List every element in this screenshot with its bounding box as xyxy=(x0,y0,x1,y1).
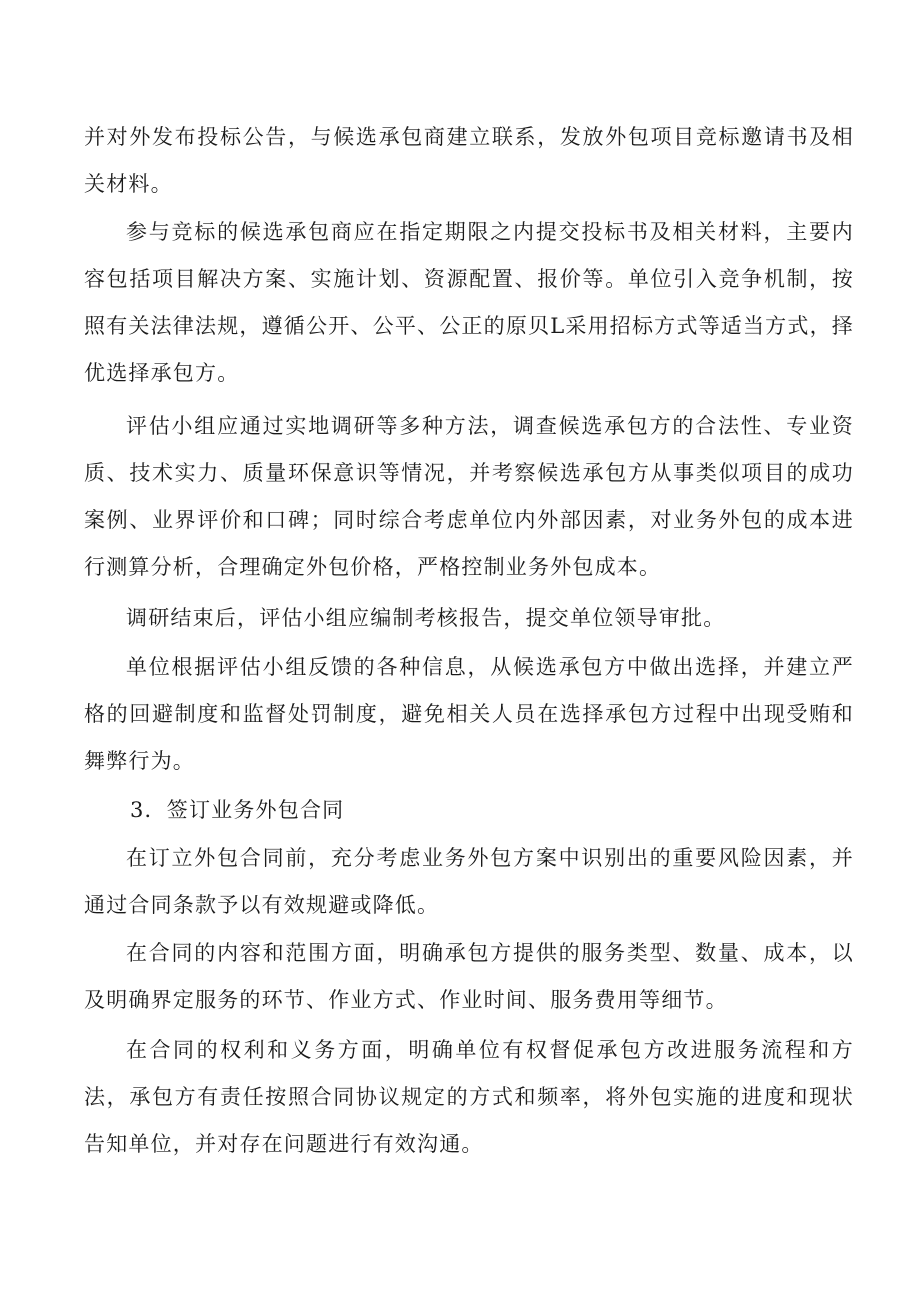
paragraph-bid-submission: 参与竞标的候选承包商应在指定期限之内提交投标书及相关材料，主要内容包括项目解决方案、实施计划、资源配置、报价等。单位引入竞争机制，按照有关法律法规，遵循公开、公平、公正的原贝L采用招标方式等适当方式，择优选择承包方。 xyxy=(84,220,854,385)
section-heading-sign-contract: 3．签订业务外包合同 xyxy=(130,798,345,822)
paragraph-continuation: 并对外发布投标公告，与候选承包商建立联系，发放外包项目竞标邀请书及相关材料。 xyxy=(84,125,854,196)
paragraph-selection: 单位根据评估小组反馈的各种信息，从候选承包方中做出选择，并建立严格的回避制度和监督处罚制度，避免相关人员在选择承包方过程中出现受贿和舞弊行为。 xyxy=(84,655,854,773)
paragraph-contract-scope: 在合同的内容和范围方面，明确承包方提供的服务类型、数量、成本，以及明确界定服务的环节、作业方式、作业时间、服务费用等细节。 xyxy=(84,941,854,1012)
paragraph-contract-risks: 在订立外包合同前，充分考虑业务外包方案中识别出的重要风险因素，并通过合同条款予以有效规避或降低。 xyxy=(84,846,854,917)
paragraph-research-report: 调研结束后，评估小组应编制考核报告，提交单位领导审批。 xyxy=(126,606,726,630)
paragraph-rights-obligations: 在合同的权利和义务方面，明确单位有权督促承包方改进服务流程和方法，承包方有责任按照合同协议规定的方式和频率，将外包实施的进度和现状告知单位，并对存在问题进行有效沟通。 xyxy=(84,1038,854,1156)
paragraph-evaluation-team: 评估小组应通过实地调研等多种方法，调查候选承包方的合法性、专业资质、技术实力、质量环保意识等情况，并考察候选承包方从事类似项目的成功案例、业界评价和口碑；同时综合考虑单位内外部因素，对业务外包的成本进行测算分析，合理确定外包价格，严格控制业务外包成本。 xyxy=(84,414,854,579)
